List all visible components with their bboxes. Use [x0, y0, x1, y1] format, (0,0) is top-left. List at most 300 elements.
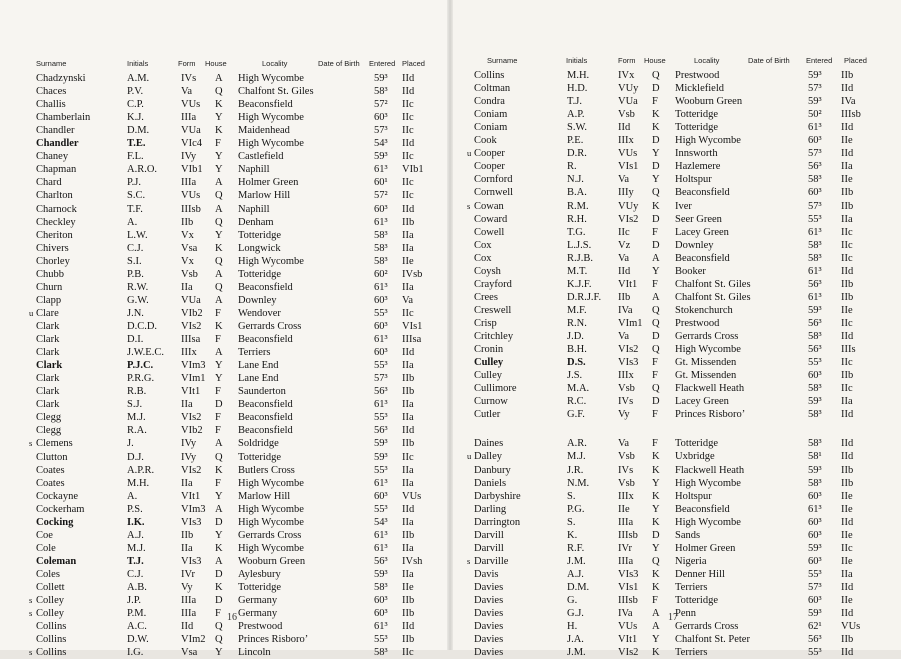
- house-cell: Q: [652, 70, 660, 81]
- register-row: [450, 382, 901, 395]
- register-row: [450, 542, 901, 555]
- surname-text: Colley: [36, 608, 64, 620]
- form-cell: IVa: [618, 304, 633, 316]
- surname-cell: Darrington: [474, 516, 521, 528]
- surname-cell: Coward: [474, 213, 508, 225]
- form-cell: Vx: [181, 229, 194, 241]
- locality-cell: Chalfont St. Peter: [675, 634, 750, 646]
- register-row: [450, 200, 901, 213]
- initials-cell: D.M.: [567, 581, 590, 593]
- initials-cell: S.C.: [127, 190, 146, 202]
- placed-cell: IIa: [402, 242, 414, 254]
- locality-cell: Denner Hill: [675, 568, 725, 580]
- surname-cell: Darbyshire: [474, 490, 521, 502]
- form-cell: IId: [618, 265, 631, 277]
- surname-cell: Clark: [36, 334, 60, 345]
- surname-cell: Cowell: [474, 226, 505, 238]
- placed-cell: IIe: [841, 174, 853, 186]
- entered-cell: 61³: [808, 122, 822, 134]
- locality-cell: Castlefield: [238, 151, 284, 163]
- initials-cell: A.R.: [567, 438, 587, 450]
- register-row: [0, 385, 450, 398]
- locality-cell: Holmer Green: [238, 177, 299, 189]
- surname-cell: [29, 437, 73, 450]
- placed-cell: IIe: [402, 582, 414, 593]
- entered-cell: 54³: [374, 516, 388, 528]
- register-row: [0, 281, 450, 294]
- register-row: [450, 147, 901, 160]
- locality-cell: Germany: [238, 595, 278, 606]
- register-row: [0, 150, 450, 163]
- entered-cell: 60³: [374, 490, 388, 502]
- house-cell: A: [215, 347, 223, 359]
- house-cell: K: [652, 581, 660, 593]
- page-right: [450, 0, 901, 659]
- initials-cell: M.H.: [567, 70, 590, 81]
- initials-cell: T.F.: [127, 203, 143, 215]
- surname-cell: Chandler: [36, 125, 75, 137]
- form-cell: IIIx: [181, 347, 197, 359]
- locality-cell: Totteridge: [238, 451, 281, 463]
- house-cell: F: [215, 425, 221, 437]
- register-row: [0, 85, 450, 98]
- house-cell: F: [215, 477, 221, 489]
- form-cell: VIb1: [181, 164, 203, 176]
- initials-cell: A.R.O.: [127, 164, 158, 176]
- form-cell: IVs: [618, 396, 634, 408]
- initials-cell: M.F.: [567, 304, 587, 316]
- register-row: [450, 278, 901, 291]
- form-cell: IIa: [181, 399, 193, 411]
- initials-cell: M.H.: [127, 477, 150, 489]
- surname-cell: Darvill: [474, 529, 504, 541]
- house-cell: F: [652, 438, 658, 450]
- initials-cell: S.I.: [127, 255, 142, 267]
- register-row: [0, 216, 450, 229]
- placed-cell: IId: [402, 425, 415, 437]
- surname-cell: Condra: [474, 96, 505, 108]
- entered-cell: 57³: [808, 148, 822, 160]
- entered-cell: 55³: [808, 647, 822, 659]
- surname-cell: Coates: [36, 464, 65, 476]
- surname-cell: [29, 594, 64, 607]
- surname-cell: Coniam: [474, 122, 508, 134]
- locality-cell: Maidenhead: [238, 125, 290, 137]
- entered-cell: 56³: [808, 161, 822, 173]
- surname-cell: Clark: [36, 360, 63, 372]
- form-cell: VUy: [618, 200, 639, 212]
- register-row: [450, 173, 901, 186]
- surname-cell: Culley: [474, 370, 502, 382]
- initials-cell: A.: [127, 216, 138, 228]
- form-cell: IIIa: [181, 112, 197, 124]
- entered-cell: 61³: [374, 477, 388, 489]
- placed-cell: IIIs: [841, 344, 856, 356]
- form-cell: IVs: [618, 464, 634, 476]
- locality-cell: High Wycombe: [675, 344, 741, 356]
- placed-cell: IIc: [402, 177, 414, 189]
- form-cell: IIIa: [618, 555, 634, 567]
- register-row: [0, 255, 450, 268]
- surname-cell: Davies: [474, 581, 504, 593]
- locality-cell: Totteridge: [238, 582, 281, 593]
- initials-cell: D.W.: [127, 634, 149, 646]
- initials-cell: D.R.J.F.: [567, 291, 602, 303]
- surname-cell: Collins: [474, 70, 505, 81]
- form-cell: Vsb: [618, 109, 635, 121]
- locality-cell: High Wycombe: [675, 477, 741, 489]
- register-row: [450, 134, 901, 147]
- register-row: [0, 529, 450, 542]
- surname-cell: Clegg: [36, 425, 62, 437]
- placed-cell: IId: [841, 331, 854, 342]
- entered-cell: 60³: [808, 595, 822, 606]
- locality-cell: High Wycombe: [238, 516, 304, 528]
- form-cell: Va: [181, 86, 193, 97]
- column-header-form: Form: [178, 59, 196, 68]
- placed-cell: IIc: [402, 647, 414, 659]
- locality-cell: High Wycombe: [238, 138, 304, 150]
- locality-cell: Beaconsfield: [238, 281, 293, 293]
- placed-cell: IId: [841, 647, 854, 659]
- register-row: [450, 121, 901, 134]
- register-row: [0, 490, 450, 503]
- placed-cell: VUs: [841, 621, 861, 633]
- initials-cell: N.M.: [567, 477, 590, 489]
- form-cell: IIIy: [618, 187, 634, 199]
- locality-cell: Marlow Hill: [238, 490, 291, 502]
- surname-cell: Cook: [474, 135, 497, 147]
- placed-cell: IId: [402, 203, 415, 215]
- form-cell: VIm3: [181, 360, 206, 372]
- house-cell: K: [652, 200, 660, 212]
- entered-cell: 60³: [374, 347, 388, 359]
- surname-cell: Coles: [36, 568, 60, 580]
- register-row: [0, 320, 450, 333]
- status-prefix: s: [29, 438, 33, 449]
- initials-cell: S.J.: [127, 399, 143, 411]
- register-row: [0, 503, 450, 516]
- locality-cell: Gerrards Cross: [238, 529, 302, 541]
- surname-cell: Coleman: [36, 555, 77, 567]
- surname-text: Cooper: [474, 148, 505, 160]
- placed-cell: IIIsb: [841, 109, 861, 121]
- placed-cell: IIc: [402, 112, 414, 124]
- initials-cell: S.: [567, 516, 576, 528]
- house-cell: D: [652, 396, 660, 408]
- register-row: [450, 317, 901, 330]
- locality-cell: Micklefield: [675, 83, 724, 94]
- entered-cell: 61³: [374, 281, 388, 293]
- placed-cell: IIa: [402, 399, 414, 411]
- form-cell: VUs: [618, 621, 638, 633]
- house-cell: F: [215, 334, 221, 345]
- house-cell: Y: [215, 164, 223, 176]
- surname-cell: Cronin: [474, 344, 504, 356]
- entered-cell: 58³: [374, 647, 388, 659]
- placed-cell: IIe: [841, 503, 853, 515]
- placed-cell: IIb: [841, 278, 854, 290]
- column-header-locality: Locality: [694, 56, 720, 65]
- placed-cell: IIc: [402, 151, 414, 163]
- placed-cell: IIc: [841, 357, 853, 369]
- register-row: [0, 307, 450, 320]
- house-cell: F: [215, 412, 221, 424]
- initials-cell: H.D.: [567, 83, 588, 94]
- form-cell: IIa: [181, 542, 193, 554]
- initials-cell: P.J.: [127, 177, 142, 189]
- initials-cell: H.: [567, 621, 578, 633]
- entered-cell: 60³: [808, 187, 822, 199]
- register-row: [0, 242, 450, 255]
- entered-cell: 60³: [808, 516, 822, 528]
- placed-cell: IId: [841, 581, 854, 593]
- register-row: [450, 69, 901, 82]
- house-cell: F: [215, 608, 221, 620]
- initials-cell: B.H.: [567, 344, 587, 356]
- placed-cell: IId: [402, 621, 415, 633]
- register-row: [0, 137, 450, 150]
- initials-cell: T.J.: [127, 555, 144, 567]
- placed-cell: IIa: [402, 568, 414, 580]
- entered-cell: 59³: [808, 608, 822, 619]
- locality-cell: Lane End: [238, 373, 279, 385]
- locality-cell: Denham: [238, 216, 274, 228]
- entered-cell: 60³: [374, 595, 388, 606]
- locality-cell: Flackwell Heath: [675, 464, 745, 476]
- house-cell: F: [215, 307, 221, 319]
- surname-cell: Davies: [474, 621, 504, 633]
- initials-cell: T.E.: [127, 138, 146, 150]
- house-cell: Y: [215, 373, 223, 385]
- locality-cell: Beaconsfield: [238, 412, 293, 424]
- form-cell: VIm1: [181, 373, 206, 385]
- surname-cell: Checkley: [36, 216, 76, 228]
- placed-cell: IIa: [402, 464, 414, 476]
- register-row: [0, 98, 450, 111]
- placed-cell: IIe: [841, 490, 853, 502]
- house-cell: D: [652, 213, 660, 225]
- status-prefix: s: [29, 647, 33, 658]
- placed-cell: IIa: [402, 281, 414, 293]
- surname-cell: Chivers: [36, 242, 69, 254]
- house-cell: K: [215, 242, 223, 254]
- house-cell: Y: [652, 148, 660, 160]
- initials-cell: S.: [567, 490, 576, 502]
- form-cell: IIIa: [181, 608, 197, 620]
- entered-cell: 50²: [808, 109, 822, 121]
- house-cell: Y: [215, 229, 223, 241]
- placed-cell: IIa: [841, 396, 853, 408]
- locality-cell: Beaconsfield: [238, 99, 293, 111]
- register-row: [0, 163, 450, 176]
- register-row: [450, 646, 901, 659]
- surname-cell: Cox: [474, 239, 492, 251]
- register-row: [0, 516, 450, 529]
- status-prefix: s: [467, 200, 471, 211]
- entered-cell: 60³: [808, 490, 822, 502]
- house-cell: Q: [215, 190, 223, 202]
- placed-cell: IId: [402, 503, 415, 515]
- locality-cell: Prestwood: [675, 318, 720, 329]
- form-cell: VIs3: [181, 555, 202, 567]
- entered-cell: 61³: [808, 226, 822, 238]
- form-cell: VIs3: [618, 568, 639, 580]
- locality-cell: High Wycombe: [238, 112, 304, 124]
- register-row: [450, 503, 901, 516]
- locality-cell: Wendover: [238, 307, 281, 319]
- locality-cell: Beaconsfield: [675, 187, 730, 199]
- register-row: [0, 464, 450, 477]
- surname-cell: [467, 555, 509, 568]
- entered-cell: 55³: [808, 213, 822, 225]
- entered-cell: 59³: [808, 396, 822, 408]
- column-header-surname: Surname: [487, 56, 518, 65]
- entered-cell: 59³: [808, 70, 822, 81]
- placed-cell: IIb: [841, 464, 854, 476]
- initials-cell: I.K.: [127, 516, 145, 528]
- entered-cell: 59³: [374, 73, 388, 84]
- register-row: [450, 239, 901, 252]
- entered-cell: 60³: [374, 294, 388, 306]
- column-header-initials: Initials: [127, 59, 149, 68]
- placed-cell: IIb: [841, 370, 854, 382]
- entered-cell: 54³: [374, 138, 388, 150]
- register-row: [0, 633, 450, 646]
- house-cell: K: [652, 451, 660, 463]
- register-row: [0, 424, 450, 437]
- surname-cell: [29, 607, 64, 620]
- placed-cell: IIc: [841, 318, 853, 329]
- surname-cell: Davies: [474, 595, 504, 606]
- initials-cell: M.A.: [567, 383, 590, 395]
- form-cell: IVx: [618, 70, 635, 81]
- initials-cell: F.L.: [127, 151, 144, 163]
- register-row: [0, 398, 450, 411]
- form-cell: IVr: [618, 542, 632, 554]
- surname-cell: Cockayne: [36, 490, 78, 502]
- locality-cell: Longwick: [238, 242, 281, 254]
- form-cell: VIm3: [181, 503, 206, 515]
- house-cell: A: [652, 252, 660, 264]
- register-row: [0, 477, 450, 490]
- column-header-date-of-birth: Date of Birth: [318, 59, 360, 68]
- entered-cell: 55³: [374, 412, 388, 424]
- locality-cell: Innsworth: [675, 148, 718, 160]
- house-cell: Q: [652, 187, 660, 199]
- placed-cell: IIb: [841, 200, 854, 212]
- initials-cell: R.: [567, 161, 577, 173]
- initials-cell: P.E.: [567, 135, 584, 147]
- surname-cell: Churn: [36, 281, 63, 293]
- surname-cell: Darling: [474, 503, 507, 515]
- house-cell: Y: [215, 112, 223, 124]
- initials-cell: L.J.S.: [567, 239, 592, 251]
- entered-cell: 60³: [808, 529, 822, 541]
- form-cell: VIb2: [181, 425, 203, 437]
- initials-cell: R.M.: [567, 200, 589, 212]
- house-cell: Q: [652, 555, 660, 567]
- house-cell: Q: [215, 621, 223, 633]
- entered-cell: 62¹: [808, 621, 822, 633]
- register-row: [0, 581, 450, 594]
- initials-cell: P.V.: [127, 86, 144, 97]
- surname-cell: Chubb: [36, 268, 65, 280]
- form-cell: VIs2: [618, 213, 639, 225]
- house-cell: Q: [215, 281, 223, 293]
- locality-cell: Totteridge: [675, 438, 718, 450]
- register-row: [0, 620, 450, 633]
- locality-cell: Stokenchurch: [675, 304, 733, 316]
- form-cell: Va: [618, 174, 630, 186]
- initials-cell: K.J.: [127, 112, 144, 124]
- register-row: [450, 95, 901, 108]
- placed-cell: IIb: [841, 634, 854, 646]
- entered-cell: 59³: [374, 438, 388, 450]
- placed-cell: IId: [402, 347, 415, 359]
- entered-cell: 58³: [808, 438, 822, 450]
- surname-cell: Cutler: [474, 409, 501, 421]
- entered-cell: 56³: [374, 425, 388, 437]
- initials-cell: G.J.: [567, 608, 584, 619]
- form-cell: VIt1: [618, 278, 638, 290]
- surname-cell: Charlton: [36, 190, 73, 202]
- surname-cell: Cole: [36, 542, 56, 554]
- initials-cell: P.R.G.: [127, 373, 155, 385]
- initials-cell: P.J.C.: [127, 360, 154, 372]
- initials-cell: M.J.: [567, 451, 586, 463]
- surname-cell: Danbury: [474, 464, 511, 476]
- placed-cell: IIe: [841, 595, 853, 606]
- locality-cell: High Wycombe: [675, 135, 741, 147]
- column-header-locality: Locality: [262, 59, 288, 68]
- entered-cell: 61³: [374, 542, 388, 554]
- register-row: [0, 411, 450, 424]
- form-cell: IVy: [181, 438, 197, 450]
- placed-cell: IIb: [402, 373, 415, 385]
- house-cell: Q: [652, 383, 660, 395]
- entered-cell: 57³: [808, 581, 822, 593]
- initials-cell: J.S.: [567, 370, 583, 382]
- surname-cell: Chard: [36, 177, 62, 189]
- form-cell: VUa: [181, 294, 201, 306]
- surname-cell: Coe: [36, 529, 53, 541]
- locality-cell: Beaconsfield: [675, 503, 730, 515]
- initials-cell: D.M.: [127, 125, 150, 137]
- entered-cell: 57²: [374, 190, 388, 202]
- house-cell: K: [215, 99, 223, 111]
- surname-text: Colley: [36, 595, 64, 606]
- entered-cell: 59³: [808, 542, 822, 554]
- entered-cell: 57²: [374, 99, 388, 111]
- form-cell: IVy: [181, 151, 197, 163]
- placed-cell: IIc: [402, 125, 414, 137]
- surname-cell: [467, 200, 504, 213]
- initials-cell: D.I.: [127, 334, 144, 345]
- locality-cell: Prestwood: [675, 70, 720, 81]
- status-prefix: u: [467, 148, 472, 159]
- form-cell: VUs: [181, 99, 201, 111]
- locality-cell: Lacey Green: [675, 226, 729, 238]
- locality-cell: Totteridge: [675, 109, 718, 121]
- initials-cell: G.W.: [127, 294, 149, 306]
- initials-cell: K.: [567, 529, 578, 541]
- form-cell: VIs3: [618, 357, 639, 369]
- register-row: [0, 111, 450, 124]
- initials-cell: D.C.D.: [127, 321, 158, 332]
- form-cell: IIIsa: [181, 334, 201, 345]
- surname-cell: Curnow: [474, 396, 508, 408]
